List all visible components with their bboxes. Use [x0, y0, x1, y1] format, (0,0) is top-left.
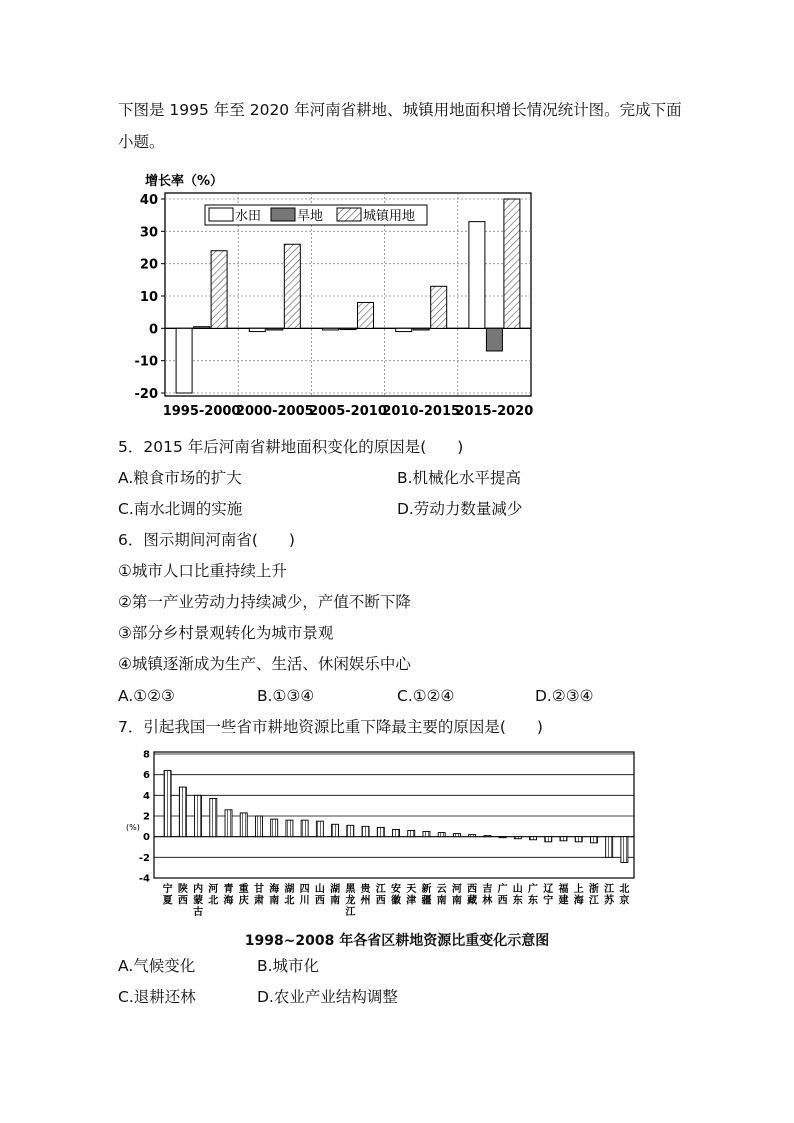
- chart2-x-tick-label: 四川: [299, 884, 310, 907]
- legend-swatch-urban: [337, 208, 361, 221]
- chart2-bar: [225, 810, 232, 837]
- q6-option-d[interactable]: D.②③④: [535, 687, 594, 705]
- chart2-bar: [590, 837, 597, 843]
- q7-option-a[interactable]: A.气候变化: [118, 957, 196, 975]
- q7-option-b[interactable]: B.城市化: [257, 957, 320, 975]
- q6-statement-4: ④城镇逐渐成为生产、生活、休闲娱乐中心: [118, 655, 411, 673]
- chart1-bar-dryland: [340, 328, 356, 329]
- chart2-x-tick-label: 吉林: [482, 884, 493, 907]
- chart2-bar: [164, 771, 171, 837]
- chart2-bar: [560, 837, 567, 841]
- legend-swatch-paddy: [209, 208, 233, 221]
- q6-option-b[interactable]: B.①③④: [257, 687, 315, 705]
- chart2-bar: [377, 827, 384, 836]
- chart1-x-tick-label: 1995-2000: [162, 404, 241, 419]
- chart1-x-ticks: [163, 404, 534, 419]
- legend-label-dryland: 旱地: [297, 209, 324, 224]
- chart1-bar-urban: [358, 302, 374, 328]
- chart1-bar-paddy: [469, 222, 485, 329]
- chart1-y-tick-label: 10: [139, 290, 158, 305]
- chart2-x-tick-label: 海南: [269, 884, 280, 907]
- chart2-y-tick-label: 2: [143, 811, 150, 823]
- legend-swatch-dryland: [271, 208, 295, 221]
- chart2-x-tick-label: 陕西: [177, 884, 188, 907]
- chart1-bar-dryland: [413, 328, 429, 330]
- q6-statement-1: ①城市人口比重持续上升: [118, 562, 287, 580]
- chart1-x-tick-label: 2000-2005: [235, 404, 314, 419]
- chart2-x-tick-label: 山西: [314, 884, 325, 907]
- chart1-bar-paddy: [249, 328, 265, 331]
- chart2-x-tick-label: 宁夏: [162, 884, 173, 907]
- chart2-bar: [240, 813, 247, 837]
- chart2-x-tick-label: 云南: [436, 884, 447, 907]
- chart2-x-tick-label: 西藏: [467, 884, 478, 907]
- chart1-bar-paddy: [396, 328, 412, 331]
- chart2-bar: [255, 816, 262, 837]
- chart2-x-ticks: [163, 882, 630, 918]
- q7-option-c[interactable]: C.退耕还林: [118, 988, 196, 1006]
- chart1-bar-urban: [504, 199, 520, 328]
- chart2-x-tick-label: 浙江: [588, 884, 599, 907]
- chart2-bar: [316, 821, 323, 837]
- chart1-bar-urban: [431, 286, 447, 328]
- chart1-bar-urban: [211, 251, 227, 329]
- chart2-bar: [271, 819, 278, 837]
- chart2-bar: [408, 830, 415, 836]
- chart2-x-tick-label: 黑龙江: [345, 884, 356, 918]
- chart2-bar: [606, 837, 613, 858]
- legend-label-paddy: 水田: [235, 209, 262, 224]
- chart1-bar-dryland: [194, 327, 210, 329]
- q6-statement-2: ②第一产业劳动力持续减少，产值不断下降: [118, 593, 411, 611]
- chart2-bar: [362, 826, 369, 836]
- chart2-x-tick-label: 江苏: [604, 884, 615, 907]
- q5-option-b[interactable]: B.机械化水平提高: [397, 469, 522, 487]
- q6-stem: 6．图示期间河南省( ): [118, 531, 295, 549]
- chart2-x-tick-label: 河南: [451, 884, 462, 907]
- chart2-x-tick-label: 山东: [512, 884, 523, 907]
- chart2-x-tick-label: 贵州: [360, 884, 371, 907]
- land-growth-chart: [125, 165, 545, 421]
- chart1-x-tick-label: 2005-2010: [309, 404, 387, 419]
- chart1-bar-paddy: [176, 328, 192, 393]
- q5-stem: 5．2015 年后河南省耕地面积变化的原因是( ): [118, 438, 464, 456]
- q5-option-a[interactable]: A.粮食市场的扩大: [118, 469, 242, 487]
- chart2-x-tick-label: 北京: [619, 884, 630, 907]
- chart2-bar: [469, 835, 476, 837]
- chart2-bar: [438, 833, 445, 837]
- chart2-x-tick-label: 重庆: [238, 884, 249, 907]
- chart1-ylabel: 增长率（%）: [145, 174, 224, 189]
- chart2-caption: 1998~2008 年各省区耕地资源比重变化示意图: [244, 933, 550, 949]
- chart1-y-ticks: [135, 193, 166, 402]
- chart1-y-tick-label: -10: [134, 354, 158, 370]
- chart2-y-tick-label: 6: [143, 770, 150, 782]
- chart2-bar: [423, 832, 430, 837]
- chart2-bar: [530, 837, 537, 840]
- chart2-x-tick-label: 上海: [573, 884, 584, 907]
- chart2-y-tick-label: -2: [138, 852, 150, 864]
- q6-statement-3: ③部分乡村景观转化为城市景观: [118, 624, 334, 642]
- intro-line-1: 下图是 1995 年至 2020 年河南省耕地、城镇用地面积增长情况统计图。完成下面: [118, 101, 682, 119]
- chart2-x-tick-label: 辽宁: [543, 884, 554, 907]
- chart2-bar: [301, 820, 308, 837]
- legend-label-urban: 城镇用地: [363, 209, 416, 224]
- chart2-x-tick-label: 广东: [528, 884, 539, 907]
- chart1-y-tick-label: -20: [134, 387, 158, 402]
- intro-line-2: 小题。: [118, 133, 165, 151]
- chart2-bar: [210, 798, 217, 836]
- chart2-x-tick-label: 福建: [558, 884, 569, 907]
- chart1-x-tick-label: 2010-2015: [382, 404, 461, 419]
- q5-option-d[interactable]: D.劳动力数量减少: [397, 500, 523, 518]
- chart2-x-tick-label: 新疆: [421, 884, 432, 907]
- chart2-x-tick-label: 天津: [406, 884, 417, 907]
- chart2-y-tick-label: 0: [143, 832, 150, 844]
- chart2-bar: [195, 795, 202, 836]
- chart1-y-tick-label: 40: [139, 193, 158, 208]
- chart1-bar-urban: [284, 244, 300, 328]
- chart1-legend: [205, 205, 427, 225]
- chart2-bar: [484, 836, 491, 837]
- chart2-bar: [499, 837, 506, 838]
- chart2-bar: [453, 834, 460, 837]
- chart2-y-tick-label: -4: [138, 873, 150, 885]
- chart1-x-tick-label: 2015-2020: [455, 404, 534, 419]
- chart2-y-ticks: [139, 750, 150, 885]
- chart1-bar-dryland: [267, 328, 283, 330]
- chart2-bar: [545, 837, 552, 842]
- chart2-x-tick-label: 安徽: [391, 884, 401, 907]
- q5-option-c[interactable]: C.南水北调的实施: [118, 500, 243, 518]
- chart2-x-tick-label: 甘肃: [253, 884, 264, 907]
- chart2-bar: [179, 787, 186, 837]
- chart2-bar: [286, 820, 293, 837]
- chart2-x-tick-label: 湖北: [284, 884, 295, 907]
- q7-stem: 7．引起我国一些省市耕地资源比重下降最主要的原因是( ): [118, 718, 543, 736]
- chart2-x-tick-label: 湖南: [330, 884, 341, 907]
- chart2-y-tick-label: 8: [143, 749, 150, 761]
- chart2-bar: [332, 824, 339, 836]
- chart2-x-tick-label: 内蒙古: [193, 884, 204, 918]
- chart2-x-tick-label: 青海: [223, 884, 234, 907]
- chart1-bar-paddy: [323, 328, 339, 330]
- chart2-x-tick-label: 河北: [208, 884, 219, 907]
- chart2-x-tick-label: 广西: [497, 884, 508, 907]
- province-farmland-chart: [118, 742, 648, 924]
- chart1-y-tick-label: 30: [139, 225, 158, 241]
- chart1-bar-dryland: [486, 328, 502, 351]
- chart1-y-tick-label: 20: [139, 257, 158, 273]
- chart1-y-tick-label: 0: [148, 322, 158, 338]
- q6-option-c[interactable]: C.①②④: [397, 687, 455, 705]
- chart2-bar: [347, 825, 354, 836]
- chart2-bar: [621, 837, 628, 863]
- q7-option-d[interactable]: D.农业产业结构调整: [257, 988, 398, 1006]
- chart2-bar: [514, 837, 521, 839]
- chart2-bar: [393, 829, 400, 836]
- chart2-ylabel: (%): [126, 823, 140, 832]
- chart2-bar: [575, 837, 582, 842]
- q6-option-a[interactable]: A.①②③: [118, 687, 175, 705]
- chart2-y-tick-label: 4: [143, 790, 150, 802]
- chart2-x-tick-label: 江西: [375, 884, 386, 907]
